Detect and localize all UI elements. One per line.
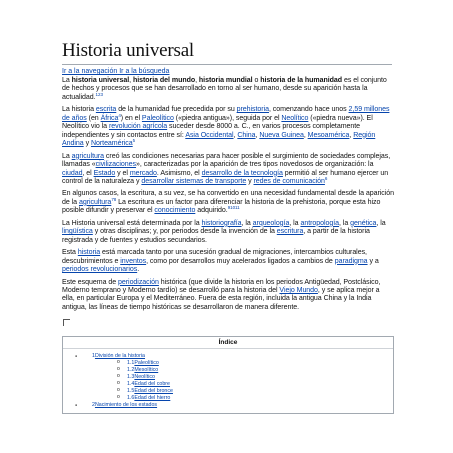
table-of-contents xyxy=(62,336,394,414)
toc-title: Índice xyxy=(63,337,393,349)
link-redes-de-comunicacion[interactable]: redes de comunicación xyxy=(253,177,325,185)
link-linguistica[interactable]: lingüística xyxy=(62,228,93,236)
link-civilizaciones[interactable]: civilizaciones xyxy=(95,161,137,169)
checkbox-icon xyxy=(63,319,70,326)
toc-item[interactable]: o 1.5Edad del bronce xyxy=(63,388,393,395)
link-prehistoria[interactable]: prehistoria xyxy=(236,106,269,114)
link-mesoamerica[interactable]: Mesoamérica xyxy=(307,131,350,139)
link-revolucion-agricola[interactable]: revolución agrícola xyxy=(108,123,168,131)
toc-item[interactable]: o 1.3Neolítico xyxy=(63,374,393,381)
link-norteamerica[interactable]: Norteamérica xyxy=(90,140,133,148)
page-title: Historia universal xyxy=(62,40,195,61)
reference-link[interactable]: 4 xyxy=(118,112,121,118)
link-escritura[interactable]: escritura xyxy=(276,228,304,236)
link-china[interactable]: China xyxy=(237,131,256,139)
link-agricultura-2[interactable]: agricultura xyxy=(78,198,112,206)
toc-item[interactable]: o 1.4Edad del cobre xyxy=(63,381,393,388)
intro-paragraph-7: Este esquema de periodización histórica (que divide la historia en los periodos Antigüedad, Postclásico, Moderno temprano y Moderno tardío) se desarrolló para la historia del Viejo Mundo, y se aplica mejor a ella, en particular Europa y el Mediterráneo. Fuera de esta región, incluida la antigua China y la India antigua, las líneas de tiempo históricas se desarrollaron de manera diferente. xyxy=(62,278,381,311)
reference-link[interactable]: 123 xyxy=(95,91,103,97)
link-viejo-mundo[interactable]: Viejo Mundo xyxy=(279,286,318,294)
link-inventos[interactable]: inventos xyxy=(120,257,147,265)
title-divider xyxy=(62,64,392,65)
article xyxy=(62,40,394,414)
toc-item[interactable]: ● 2Nacimiento de los estados xyxy=(63,402,393,409)
link-estado[interactable]: Estado xyxy=(93,169,116,177)
toc-item[interactable]: o 1.2Mesolítico xyxy=(63,367,393,374)
intro-paragraph-4: En algunos casos, la escritura, a su vez, se ha convertido en una necesidad fundamental desde la aparición de la agricultura$^{78}$ La escritura es un factor para diferenciar la historia de la prehistoria, porque esta hizo posible difundir y preservar el conocimiento adquirido.$^{91011}$ xyxy=(62,190,394,215)
reference-link[interactable]: 78 xyxy=(111,196,117,202)
link-paleolitico[interactable]: Paleolítico xyxy=(141,114,174,122)
jump-to-navigation-link[interactable]: Ir a la navegación xyxy=(62,68,118,75)
link-mercado[interactable]: mercado xyxy=(129,169,157,177)
link-genetica[interactable]: genética xyxy=(350,219,377,227)
jump-links xyxy=(62,67,394,76)
toc-item[interactable]: o 1.1Paleolítico xyxy=(63,360,393,367)
toc-list xyxy=(63,353,393,409)
link-historia[interactable]: historia xyxy=(77,249,101,257)
link-neolitico[interactable]: Neolítico xyxy=(281,114,309,122)
link-antropologia[interactable]: antropología xyxy=(300,219,340,227)
link-agricultura[interactable]: agricultura xyxy=(71,152,105,160)
link-nueva-guinea[interactable]: Nueva Guinea xyxy=(259,131,304,139)
link-arqueologia[interactable]: arqueología xyxy=(252,219,290,227)
link-conocimiento[interactable]: conocimiento xyxy=(154,207,196,215)
jump-to-search-link[interactable]: Ir a la búsqueda xyxy=(119,68,170,75)
link-historiografia[interactable]: historiografía xyxy=(201,219,242,227)
link-desarrollo-tecnologia[interactable]: desarrollo de la tecnología xyxy=(201,169,283,177)
intro-paragraph-3: La agricultura creó las condiciones necesarias para hacer posible el surgimiento de sociedades complejas, llamadas «civilizaciones», caracterizadas por la aparición de tres tipos novedosos de organización: la ciudad, el Estado y el mercado. Asimismo, el desarrollo de la tecnología permitió al ser humano ejercer un control de la naturaleza y desarrollar sistemas de transporte y redes de comunicación$^6$ xyxy=(62,152,391,185)
reference-link[interactable]: 6 xyxy=(324,175,328,181)
intro-paragraph-6: Esta historia está marcada tanto por una sucesión gradual de migraciones, intercambios culturales, descubrimientos e inventos, como por desarrollos muy acelerados ligados a cambios de paradigma y a periodos revolucionarios. xyxy=(62,249,379,274)
link-periodizacion[interactable]: periodización xyxy=(118,278,159,286)
intro-paragraph-1: La historia universal, historia del mundo, historia mundial o historia de la humanidad es el conjunto de hechos y procesos que se han desarrollado en torno al ser humano, desde su aparición hasta la actualidad.$^{123}$ xyxy=(62,77,387,101)
link-escrita[interactable]: escrita xyxy=(95,106,117,114)
link-paradigma[interactable]: paradigma xyxy=(334,257,368,265)
link-region-andina[interactable]: Región Andina xyxy=(62,131,376,148)
link-ciudad[interactable]: ciudad xyxy=(62,169,83,177)
intro-paragraph-2: La historia escrita de la humanidad fue precedida por su prehistoria, comenzando hace unos 2,59 millones de años (en África$^4$) en el Paleolítico («piedra antigua»), seguida por el Neolítico («piedra nueva»). El Neolítico vio la revolución agrícola suceder desde 8000 a. C., en varios procesos completamente independientes y sin contactos entre sí: Asia Occidental, China, Nueva Guinea, Mesoamérica, Región Andina y Norteamérica$^5$ xyxy=(62,106,390,148)
link-millones-de-anos[interactable]: 2,59 millones de años xyxy=(62,106,390,122)
link-periodos-revolucionarios[interactable]: periodos revolucionarios xyxy=(62,266,138,274)
link-asia-occidental[interactable]: Asia Occidental xyxy=(185,131,234,139)
reference-link[interactable]: 91011 xyxy=(227,205,240,211)
toc-item[interactable]: o 1.6Edad del hierro xyxy=(63,395,393,402)
intro-paragraph-5: La Historia universal está determinada por la historiografía, la arqueología, la antropología, la genética, la lingüística y otras disciplinas; y, por periodos desde la invención de la escritura, a partir de la historia registrada y de fuentes y estudios secundarios. xyxy=(62,219,386,244)
link-sistemas-de-transporte[interactable]: desarrollar sistemas de transporte xyxy=(141,177,247,185)
toc-item[interactable]: ● 1División de la historia xyxy=(63,353,393,360)
link-africa[interactable]: África xyxy=(100,114,119,122)
reference-link[interactable]: 5 xyxy=(132,138,136,144)
